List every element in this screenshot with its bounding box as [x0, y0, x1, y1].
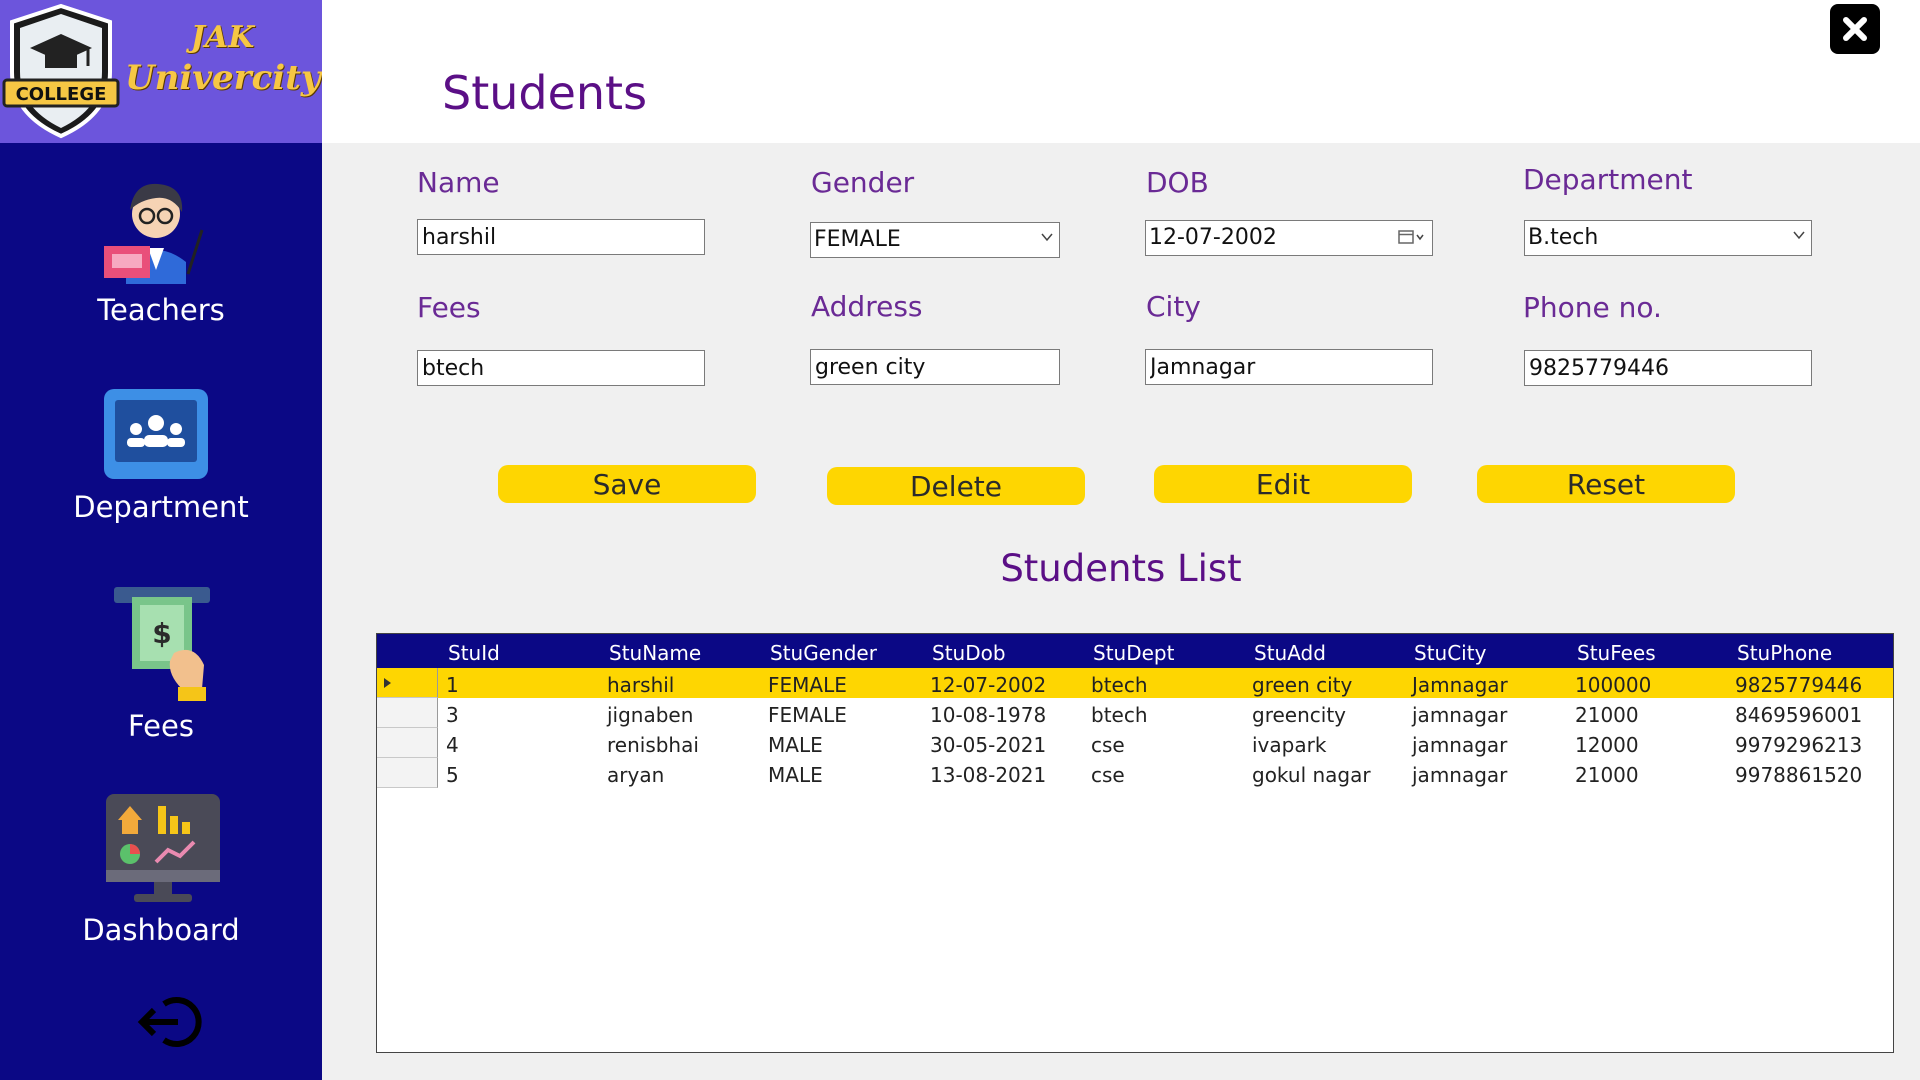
dob-label: DOB — [1146, 166, 1209, 199]
table-cell[interactable]: 30-05-2021 — [930, 733, 1047, 757]
header — [322, 0, 1920, 143]
table-cell[interactable]: 13-08-2021 — [930, 763, 1047, 787]
dob-picker[interactable] — [1145, 220, 1433, 256]
chevron-down-icon — [1041, 232, 1053, 242]
column-header[interactable]: StuGender — [770, 641, 877, 665]
gender-select[interactable] — [810, 222, 1060, 258]
column-header[interactable]: StuAdd — [1254, 641, 1326, 665]
fees-input[interactable] — [417, 350, 705, 386]
table-cell[interactable]: 12-07-2002 — [930, 673, 1047, 697]
brand-name — [125, 18, 320, 98]
table-cell[interactable]: 9979296213 — [1735, 733, 1863, 757]
department-icon — [102, 387, 210, 481]
chevron-down-icon — [1793, 230, 1805, 240]
teacher-icon — [100, 174, 212, 284]
logo — [0, 0, 322, 143]
table-cell[interactable]: harshil — [607, 673, 675, 697]
table-cell[interactable]: 3 — [446, 703, 459, 727]
row-header[interactable] — [377, 698, 438, 728]
delete-button[interactable]: Delete — [827, 467, 1085, 505]
name-label: Name — [417, 166, 500, 199]
sidebar-item-label: Teachers — [97, 293, 225, 327]
table-cell[interactable]: 9978861520 — [1735, 763, 1863, 787]
table-cell[interactable]: 12000 — [1575, 733, 1639, 757]
dashboard-icon — [104, 792, 222, 908]
table-cell[interactable]: 1 — [446, 673, 459, 697]
column-header[interactable]: StuFees — [1577, 641, 1656, 665]
svg-text:$: $ — [152, 617, 172, 650]
table-cell[interactable]: jamnagar — [1412, 703, 1508, 727]
table-cell[interactable]: cse — [1091, 733, 1125, 757]
table-cell[interactable]: btech — [1091, 673, 1148, 697]
phone-input[interactable] — [1524, 350, 1812, 386]
table-cell[interactable]: Jamnagar — [1412, 673, 1508, 697]
table-cell[interactable]: aryan — [607, 763, 665, 787]
brand-line-1: JAK — [190, 20, 255, 55]
city-input[interactable] — [1145, 349, 1433, 385]
students-table[interactable] — [376, 633, 1894, 1053]
department-select[interactable] — [1524, 220, 1812, 256]
table-cell[interactable]: jignaben — [607, 703, 694, 727]
close-button[interactable] — [1830, 4, 1880, 54]
sidebar-item-label: Dashboard — [82, 913, 240, 947]
table-row[interactable] — [377, 728, 1893, 758]
row-header[interactable] — [377, 728, 438, 758]
students-list-title: Students List — [1000, 547, 1242, 590]
table-cell[interactable]: 9825779446 — [1735, 673, 1863, 697]
table-cell[interactable]: FEMALE — [768, 673, 847, 697]
gender-label: Gender — [811, 166, 915, 199]
table-row[interactable] — [377, 758, 1893, 788]
department-label: Department — [1523, 163, 1693, 196]
table-cell[interactable]: ivapark — [1252, 733, 1327, 757]
fees-icon — [110, 583, 214, 703]
dob-value: 12-07-2002 — [1149, 225, 1277, 250]
table-cell[interactable]: MALE — [768, 763, 823, 787]
table-cell[interactable]: MALE — [768, 733, 823, 757]
close-icon — [1830, 4, 1880, 54]
table-cell[interactable]: btech — [1091, 703, 1148, 727]
phone-label: Phone no. — [1523, 291, 1662, 324]
table-cell[interactable]: 8469596001 — [1735, 703, 1863, 727]
sidebar-item-label: Fees — [128, 709, 194, 743]
column-header[interactable]: StuDept — [1093, 641, 1175, 665]
table-cell[interactable]: jamnagar — [1412, 763, 1508, 787]
table-row[interactable] — [377, 698, 1893, 728]
table-row[interactable] — [377, 668, 1893, 698]
save-button[interactable]: Save — [498, 465, 756, 503]
address-label: Address — [811, 290, 923, 323]
name-input[interactable] — [417, 219, 705, 255]
row-header[interactable] — [377, 668, 438, 698]
table-cell[interactable]: 21000 — [1575, 763, 1639, 787]
row-pointer-icon — [383, 677, 393, 689]
table-cell[interactable]: jamnagar — [1412, 733, 1508, 757]
table-cell[interactable]: gokul nagar — [1252, 763, 1371, 787]
column-header[interactable]: StuCity — [1414, 641, 1487, 665]
gender-value: FEMALE — [814, 227, 901, 252]
column-header[interactable]: StuDob — [932, 641, 1006, 665]
department-value: B.tech — [1528, 225, 1599, 250]
table-cell[interactable]: green city — [1252, 673, 1353, 697]
column-header[interactable]: StuName — [609, 641, 702, 665]
row-header[interactable] — [377, 758, 438, 788]
city-label: City — [1146, 290, 1201, 323]
calendar-icon[interactable] — [1398, 230, 1426, 244]
fees-label: Fees — [417, 291, 481, 324]
table-cell[interactable]: cse — [1091, 763, 1125, 787]
table-cell[interactable]: FEMALE — [768, 703, 847, 727]
sidebar-item-department[interactable] — [0, 385, 322, 535]
table-cell[interactable]: 4 — [446, 733, 459, 757]
logout-icon[interactable] — [136, 992, 206, 1052]
sidebar-item-dashboard[interactable] — [0, 790, 322, 950]
address-input[interactable] — [810, 349, 1060, 385]
badge-text: COLLEGE — [15, 84, 107, 105]
table-cell[interactable]: greencity — [1252, 703, 1346, 727]
brand-line-2: Univercity — [125, 58, 321, 98]
sidebar — [0, 0, 322, 1080]
column-header[interactable]: StuPhone — [1737, 641, 1833, 665]
sidebar-item-teachers[interactable] — [0, 170, 322, 330]
column-header[interactable]: StuId — [448, 641, 500, 665]
table-cell[interactable]: 5 — [446, 763, 459, 787]
edit-button[interactable]: Edit — [1154, 465, 1412, 503]
table-cell[interactable]: 10-08-1978 — [930, 703, 1047, 727]
table-cell[interactable]: renisbhai — [607, 733, 699, 757]
reset-button[interactable]: Reset — [1477, 465, 1735, 503]
college-badge-icon — [2, 2, 120, 140]
table-header — [377, 634, 1893, 668]
table-cell[interactable]: 100000 — [1575, 673, 1652, 697]
sidebar-item-fees[interactable] — [0, 583, 322, 743]
sidebar-item-label: Department — [73, 490, 249, 524]
page-title: Students — [442, 66, 648, 120]
table-cell[interactable]: 21000 — [1575, 703, 1639, 727]
